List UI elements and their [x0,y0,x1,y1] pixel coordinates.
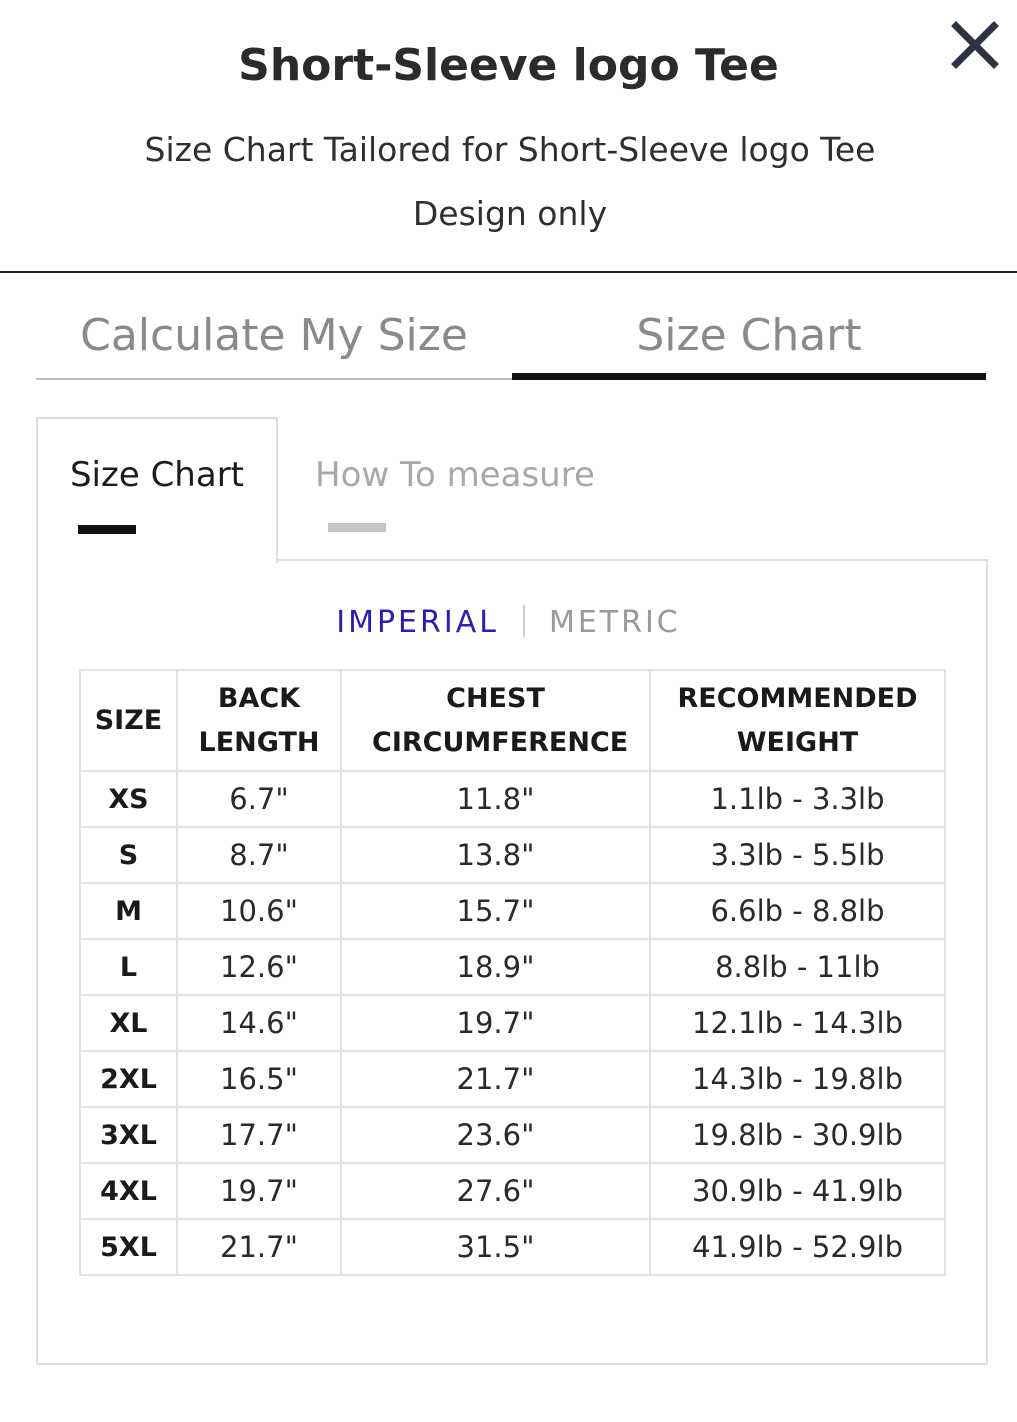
weight-cell: 1.1lb - 3.3lb [650,771,945,827]
header-size: SIZE [80,670,177,771]
unit-separator [523,605,525,637]
back-length-cell: 19.7" [177,1163,341,1219]
table-row [80,1219,945,1275]
chest-cell: 11.8" [341,771,650,827]
back-length-cell: 17.7" [177,1107,341,1163]
size-cell: 5XL [80,1219,177,1275]
subtab-inactive-indicator [328,523,386,532]
weight-cell: 14.3lb - 19.8lb [650,1051,945,1107]
back-length-cell: 10.6" [177,883,341,939]
main-tabs [36,290,986,380]
size-cell: 3XL [80,1107,177,1163]
subtab-how-to-measure-label: How To measure [315,455,595,495]
size-cell: M [80,883,177,939]
weight-cell: 8.8lb - 11lb [650,939,945,995]
table-row [80,827,945,883]
table-row [80,995,945,1051]
table-header-row [80,670,945,771]
weight-cell: 30.9lb - 41.9lb [650,1163,945,1219]
chest-cell: 18.9" [341,939,650,995]
page-subtitle: Size Chart Tailored for Short-Sleeve logo Tee Design only [144,130,876,233]
subtab-size-chart[interactable] [36,417,278,563]
chest-cell: 23.6" [341,1107,650,1163]
back-length-cell: 8.7" [177,827,341,883]
weight-cell: 3.3lb - 5.5lb [650,827,945,883]
table-row [80,939,945,995]
size-cell: 2XL [80,1051,177,1107]
chest-cell: 19.7" [341,995,650,1051]
chest-cell: 15.7" [341,883,650,939]
back-length-cell: 16.5" [177,1051,341,1107]
weight-cell: 6.6lb - 8.8lb [650,883,945,939]
chest-cell: 31.5" [341,1219,650,1275]
subtab-how-to-measure[interactable] [300,417,640,557]
weight-cell: 41.9lb - 52.9lb [650,1219,945,1275]
subtab-size-chart-label: Size Chart [69,455,245,495]
size-cell: XL [80,995,177,1051]
table-row [80,1163,945,1219]
size-cell: S [80,827,177,883]
table-row [80,1107,945,1163]
size-table [79,669,946,1276]
table-row [80,883,945,939]
size-cell: L [80,939,177,995]
weight-cell: 19.8lb - 30.9lb [650,1107,945,1163]
tab-calculate-my-size[interactable]: Calculate My Size [36,290,512,380]
header-divider [0,271,1017,273]
header-chest-circumference: CHEST CIRCUMFERENCE [341,670,650,771]
back-length-cell: 12.6" [177,939,341,995]
header-back-length: BACK LENGTH [177,670,341,771]
subtab-active-indicator [78,525,136,534]
unit-imperial-button[interactable]: IMPERIAL [336,605,499,640]
weight-cell: 12.1lb - 14.3lb [650,995,945,1051]
back-length-cell: 14.6" [177,995,341,1051]
back-length-cell: 6.7" [177,771,341,827]
tab-size-chart[interactable]: Size Chart [512,290,986,380]
header-recommended-weight: RECOMMENDED WEIGHT [650,670,945,771]
size-cell: 4XL [80,1163,177,1219]
chest-cell: 21.7" [341,1051,650,1107]
chest-cell: 27.6" [341,1163,650,1219]
unit-metric-button[interactable]: METRIC [548,605,681,640]
back-length-cell: 21.7" [177,1219,341,1275]
table-row [80,1051,945,1107]
page-title: Short-Sleeve logo Tee [238,40,779,91]
size-cell: XS [80,771,177,827]
table-row [80,771,945,827]
chest-cell: 13.8" [341,827,650,883]
unit-toggle [0,605,1017,640]
